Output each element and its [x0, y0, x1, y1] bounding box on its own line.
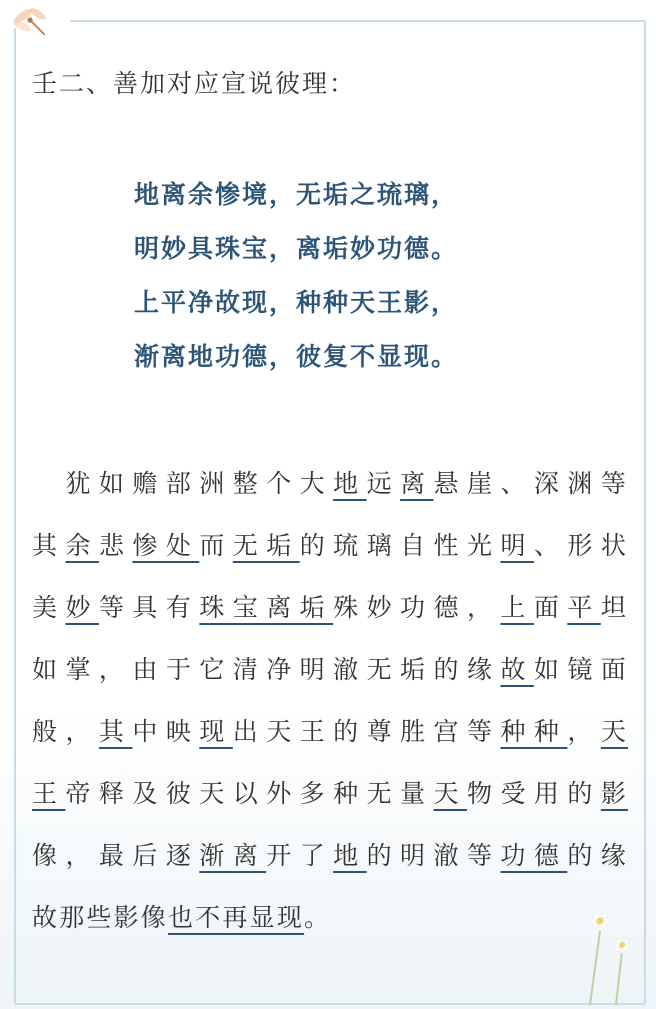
underlined-text: 天: [433, 779, 467, 808]
verse-line: 地离余惨境，无垢之琉璃，: [134, 180, 459, 209]
underlined-text: 地: [333, 841, 367, 870]
prose-text: 帝释及彼天以外多种无量: [65, 779, 434, 808]
prose-text: 的缘: [567, 841, 628, 870]
prose-line: [32, 701, 628, 763]
underlined-text: 明: [500, 531, 534, 560]
prose-line: [32, 763, 628, 825]
prose-text: 其: [32, 531, 66, 560]
prose-text: 开了: [266, 841, 334, 870]
prose-text: 、形状: [533, 531, 629, 560]
underlined-text: 惨处: [132, 531, 200, 560]
commentary-paragraph: [32, 453, 628, 949]
underlined-text: 平: [567, 593, 601, 622]
underlined-text: 现: [199, 717, 233, 746]
underlined-text: 珠宝离垢: [199, 593, 334, 622]
underlined-text: 种种: [500, 717, 568, 746]
prose-text: 出天王的尊胜宫等: [232, 717, 501, 746]
prose-line: [32, 639, 628, 701]
verse-line: 渐离地功德，彼复不显现。: [134, 342, 459, 371]
prose-text: 中映: [132, 717, 200, 746]
dragonfly-icon: [8, 4, 52, 44]
underlined-text: 王: [32, 779, 66, 808]
underlined-text: 故: [500, 655, 534, 684]
prose-text: 面: [533, 593, 568, 622]
prose-line: [32, 825, 628, 887]
verse-line: 上平净故现，种种天王影，: [134, 288, 459, 317]
prose-text: 悲: [98, 531, 133, 560]
prose-line: [32, 453, 628, 515]
underlined-text: 功德: [500, 841, 568, 870]
section-heading: 壬二、善加对应宣说彼理：: [32, 69, 357, 98]
underlined-text: 妙: [65, 593, 99, 622]
prose-text: 悬崖、深渊等: [433, 469, 629, 498]
prose-text: 的琉璃自性光: [299, 531, 501, 560]
prose-text: 而: [199, 531, 233, 560]
underlined-text: 天: [600, 717, 629, 746]
underlined-text: 上: [500, 593, 534, 622]
verse-line: 明妙具珠宝，离垢妙功德。: [134, 234, 459, 263]
underlined-text: 也不再显现: [168, 903, 305, 932]
underlined-text: 渐离: [199, 841, 267, 870]
prose-text: 犹如赡部洲整个大: [32, 469, 334, 498]
flowers-icon: [560, 895, 650, 1005]
prose-text: 殊妙功德，: [333, 593, 501, 622]
prose-text: 如掌，由于它清净明澈无垢的缘: [32, 655, 501, 684]
prose-text: 如镜面: [533, 655, 628, 684]
prose-text: 坦: [600, 593, 629, 622]
prose-text: 物受用的: [466, 779, 601, 808]
prose-line: [32, 577, 628, 639]
prose-line: [32, 887, 628, 949]
underlined-text: 其: [98, 717, 133, 746]
underlined-text: 影: [600, 779, 629, 808]
prose-line: [32, 515, 628, 577]
prose-text: 故那些影像: [32, 903, 169, 932]
prose-text: 。: [304, 903, 332, 932]
underlined-text: 无垢: [232, 531, 300, 560]
underlined-text: 离: [400, 469, 434, 498]
prose-text: ，: [567, 717, 601, 746]
verse-block: [134, 178, 554, 394]
underlined-text: 余: [65, 531, 99, 560]
prose-text: 像，最后逐: [32, 841, 200, 870]
prose-text: 般，: [32, 717, 99, 746]
prose-text: 等具有: [98, 593, 200, 622]
underlined-text: 地: [333, 469, 367, 498]
prose-text: 美: [32, 593, 66, 622]
prose-text: 的明澈等: [366, 841, 501, 870]
prose-text: 远: [366, 469, 401, 498]
